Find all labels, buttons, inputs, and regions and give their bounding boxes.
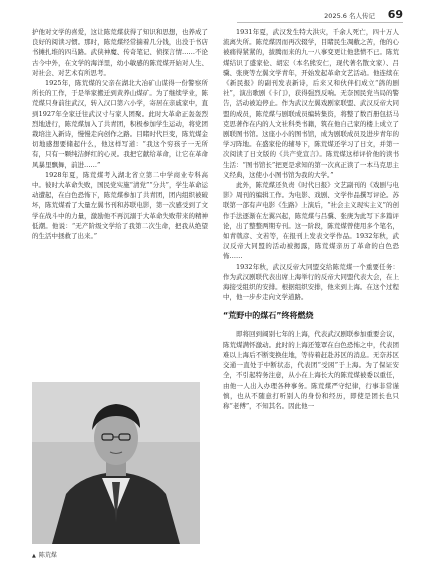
issue-and-column xyxy=(324,11,375,20)
paragraph: 1932年秋，武汉反帝大同盟交给陈荒煤一个重要任务：作为武汉剧联代表出席上海举行的反帝大同盟代表大会，在上海接受组织的安排。根据组织安排，他来到上海。在这个过程中，他一步步走向文学道路。 xyxy=(223,262,399,302)
paragraph: 1925年，陈荒煤的父亲在湖北大冶矿山谋得一份警察所所长的工作，于是举家搬迁到黄养山煤矿。为了继续学业，陈荒煤只身前往武汉，转入汉口第六小学，寄居在亲戚家中，直到1927年全家迁往武汉寸与家人团聚。此时大革命正轰轰烈烈地进行，陈荒煤加入了共青团，积极参加学生运动，将党团栽培注入新诗，慢慢走向创作之路。目睹时代巨变，陈荒煤金切地感想要储起什么，他这样写道：“我这个穷孩子一无所有，只有一颗纯洁鲜红的心灵。我把它献给革命，让它在革命风暴里飘舞，前进……” xyxy=(32,79,208,169)
left-column xyxy=(32,27,208,241)
caption-text: 陈荒煤 xyxy=(38,552,57,559)
page-number: 69 xyxy=(387,8,403,21)
issue-number: 2025.6 xyxy=(324,12,347,20)
paragraph: 1931年夏，武汉发生特大洪灾，千余人死亡，四十万人流离失所。陈荒煤因而再次辍学，目睹民生凋敝之苦，他的心被痛得紧紧的，拔腾而来的九一八事变更让他悲愤不已。陈荒煤结识了盛家伦、胡宏（本名熊安仁，现代著名散文家）、吕骥、张庚等左翼文学青年，开始发起革命文艺活动。他连续在《新民报》的副刊发表新诗，后来又和伙伴们成立“鸽的剧社”，演出歌剧《卡门》，获得强烈反响。无奈国民党当局的警告，活动被迫停止。作为武汉左翼戏剧家联盟、武汉反帝大同盟的成员，陈荒煤与剧联成员编转集资，将整了数百册包括马克思著作在内的人文社科类书籍，筑在他自己家的楼上成立了剧联图书馆。这座小小的图书馆，成为剧联成员及进步青年的学习阵地。在盛家伦的辅导下，陈荒煤还学习了日文，并第一次阅读了日文版的《共产党宣言》。陈荒煤这样评价他的读书生活：“图书馆长”把更是求知的第一次真正读了一本马克思主义经典，这使小小图书馆为我的大学。” xyxy=(223,28,399,179)
portrait-photo xyxy=(32,382,200,544)
paragraph: 1928年夏，陈荒煤考入湖北省立第二中学商业专科高中。彼时大革命失败，国民党实施“清党”“分共”，学生革命运动遭起，在白色恐怖下，陈荒煤参加了共青团，团内组织被破坏，陈荒煤看了大量左翼书刊和苏联电影，第一次感受到了文学在战斗中的力量，激励他不再沉溺于大革命失败带来的精神低潮。他说：“无产阶级文学给了我第二次生命，把我从绝望的生活中拯救了出来。” xyxy=(32,170,208,241)
triangle-marker-icon: ▲ xyxy=(32,553,36,559)
right-column xyxy=(223,27,399,411)
paragraph: 此外，陈荒煤还负责《时代日报》文艺副刊的《戏剧与电影》周刊的编辑工作。为电影、戏剧、文学作品撰写评论。苏联第一部有声电影《生路》上演后，“社会主义现实主义”的创作手法逐渐在左翼兴起，陈荒煤与吕骥、张庚为此写下多篇评论，出了整整两期专刊。这一阶段，陈荒煤曾使用多个笔名，如青戟彦、文若等，在报刊上发表文学作品。1932年秋，武汉反帝大同盟的活动被揭露，陈荒煤亲历了革命的白色恐怖…… xyxy=(223,181,399,261)
paragraph: 即将回到阔别七年的上海，代表武汉剧联参加重要会议，陈荒煤满怀激动。此时的上海还笼罩在白色恐怖之中，代表团难以上海后不断变换住地，等待着赶赴苏区的消息。无奈苏区交通一直处于中断状态，代表团“受困”于上海。为了保证安全，不引起特务注意，从小在上海长大的陈荒煤被委以重任，由他一人出入办理各种事务。陈荒煤严守纪律，行事非常谨慎，也从不随意打听别人的身份和经历，即使是团长也只称“老傅”，不知其名。因此他一 xyxy=(223,330,399,410)
header-divider xyxy=(237,22,403,23)
photo-caption xyxy=(32,550,57,559)
paragraph: 护他对文学的喜爱，这让陈荒煤获得了知识和思想，也养成了良好的阅读习惯。那时，陈荒煤经常揣着几分钱，出没于书店书摊扎堆的四马路。武侠神魔、传奇笔记、侦探言情……不论古今中外，在文学的海洋里，幼小敏感的陈荒煤开始对人生、对社会、对艺术有所思考。 xyxy=(32,28,208,77)
section-heading: “荒野中的煤石”终将燃烧 xyxy=(223,311,314,321)
page-header xyxy=(0,8,427,22)
column-name: 名人传记 xyxy=(349,12,375,20)
portrait-illustration xyxy=(32,382,200,544)
